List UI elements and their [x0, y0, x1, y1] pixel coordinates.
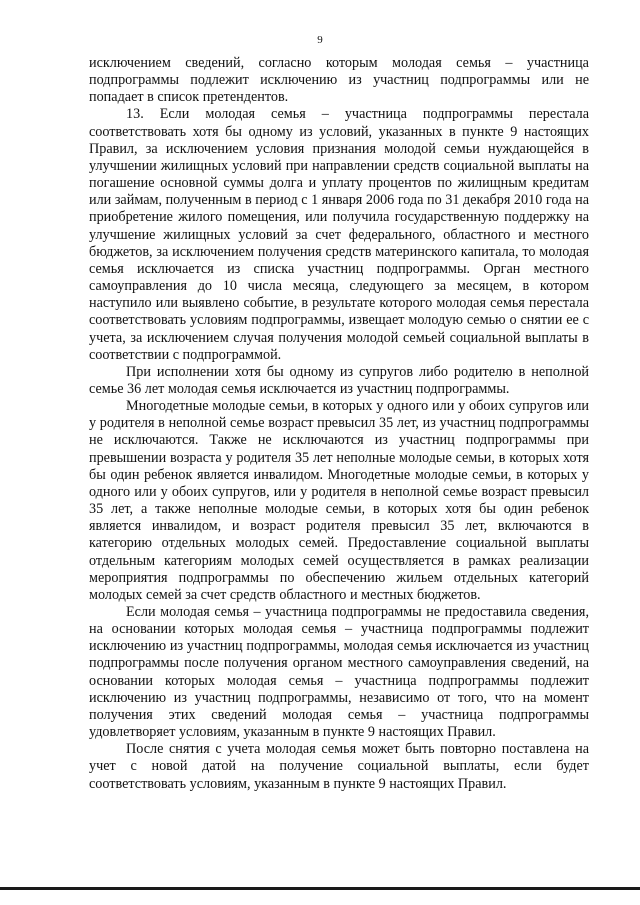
- paragraph-item-13: 13. Если молодая семья – участница подпрограммы перестала соответствовать хотя бы одному из условий, указанных в пункте 9 настоящих Правил, за исключением условия признания молодой семьи нуждающейся в улучшении жилищных условий при направлении средств социальной выплаты на погашение основной суммы долга и уплату процентов по жилищным кредитам или займам, полученным в период с 1 января 2006 года по 31 декабря 2010 года на приобретение жилого помещения, или получила государственную поддержку на улучшение жилищных условий за счет федерального, областного и местного бюджетов, за исключением получения средств материнского капитала, то молодая семья исключается из списка участниц подпрограммы. Орган местного самоуправления до 10 числа месяца, следующего за месяцем, в котором наступило или выявлено событие, в результате которого молодая семья перестала соответствовать условиям подпрограммы, извещает молодую семью о снятии ее с учета, за исключением случая получения молодой семьей социальной выплаты в соответствии с подпрограммой.: [89, 106, 589, 363]
- page-number: 9: [317, 34, 323, 46]
- paragraph-re-registration: После снятия с учета молодая семья может быть повторно поставлена на учет с новой датой на получение социальной выплаты, если будет соответствовать условиям, указанным в пункте 9 настоящих Правил.: [89, 741, 589, 792]
- paragraph-missing-information: Если молодая семья – участница подпрограммы не предоставила сведения, на основании которых молодая семья – участница подпрограммы подлежит исключению из участниц подпрограммы, молодая семья исключается из участниц подпрограммы после получения органом местного самоуправления сведений, на основании которых молодая семья – участница подпрограммы подлежит исключению из участниц подпрограммы, независимо от того, что на момент получения этих сведений молодая семья – участница подпрограммы удовлетворяет условиям, указанным в пункте 9 настоящих Правил.: [89, 604, 589, 741]
- bottom-border-line: [0, 887, 640, 890]
- paragraph-large-families: Многодетные молодые семьи, в которых у одного или у обоих супругов или у родителя в неполной семье возраст превысил 35 лет, из участниц подпрограммы не исключаются. Также не исключаются из участниц подпрограммы при превышении возраста у родителя 35 лет неполные молодые семьи, в которых хотя бы один ребенок является инвалидом. Многодетные молодые семьи, в которых у одного или у обоих супругов, или у родителя в неполной семье возраст превысил 35 лет, а также неполные молодые семьи, в которых хотя бы один ребенок является инвалидом, и возраст родителя превысил 35 лет, включаются в категорию отдельных молодых семей. Предоставление социальной выплаты отдельным категориям молодых семей осуществляется в рамках реализации мероприятия подпрограммы по обеспечению жильем отдельных категорий молодых семей за счет средств областного и местных бюджетов.: [89, 398, 589, 603]
- paragraph-continuation: исключением сведений, согласно которым молодая семья – участница подпрограммы подлежит исключению из участниц подпрограммы или не попадает в список претендентов.: [89, 55, 589, 106]
- paragraph-age-36: При исполнении хотя бы одному из супругов либо родителю в неполной семье 36 лет молодая семья исключается из участниц подпрограммы.: [89, 363, 589, 397]
- document-body: [89, 55, 589, 793]
